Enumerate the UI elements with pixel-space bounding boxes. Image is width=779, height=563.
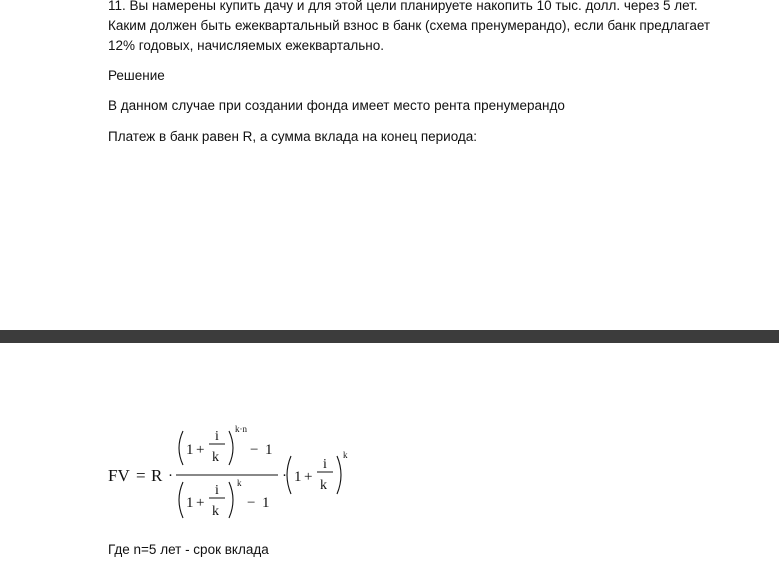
num-exponent: k·n xyxy=(235,424,247,434)
formula-equals: = xyxy=(136,466,146,485)
problem-line-1: 11. Вы намерены купить дачу и для этой цели планируете накопить 10 тыс. долл. через 5 лет. xyxy=(108,0,698,13)
den-k: k xyxy=(212,504,219,519)
num-one: 1 xyxy=(186,442,194,458)
num-k: k xyxy=(212,450,219,465)
tail-exponent: k xyxy=(343,450,348,460)
den-minus-one: 1 xyxy=(262,495,270,511)
future-value-formula xyxy=(102,418,362,530)
page-divider xyxy=(0,330,779,343)
where-note: Где n=5 лет - срок вклада xyxy=(108,542,269,557)
problem-line-2: Каким должен быть ежеквартальный взнос в банк (схема пренумерандо), если банк предлагает xyxy=(108,18,711,33)
num-i: i xyxy=(215,429,219,444)
problem-line-3: 12% годовых, начисляемых ежеквартально. xyxy=(108,38,384,53)
num-minus: − xyxy=(250,442,259,458)
formula-dot-1: · xyxy=(168,468,173,484)
tail-i: i xyxy=(323,457,327,472)
tail-open-paren xyxy=(287,456,291,494)
den-open-paren xyxy=(179,482,183,518)
solution-heading: Решение xyxy=(108,68,165,83)
formula-svg xyxy=(102,418,362,530)
tail-close-paren xyxy=(337,456,341,494)
problem-statement xyxy=(108,0,710,56)
formula-r: R xyxy=(151,466,163,485)
annuity-type-text: В данном случае при создании фонда имеет место рента пренумерандо xyxy=(108,98,565,113)
tail-plus: + xyxy=(304,469,313,485)
num-minus-one: 1 xyxy=(265,442,273,458)
den-exponent: k xyxy=(237,478,242,488)
den-close-paren xyxy=(229,482,233,518)
formula-dot-2: · xyxy=(282,468,287,484)
tail-one: 1 xyxy=(294,469,302,485)
payment-text: Платеж в банк равен R, а сумма вклада на конец периода: xyxy=(108,129,478,144)
num-open-paren xyxy=(179,431,183,465)
num-plus: + xyxy=(196,442,205,458)
tail-k: k xyxy=(320,478,327,493)
formula-fv: FV xyxy=(108,466,130,485)
den-minus: − xyxy=(247,495,256,511)
den-i: i xyxy=(215,483,219,498)
den-one: 1 xyxy=(186,495,194,511)
num-close-paren xyxy=(229,431,233,465)
den-plus: + xyxy=(196,495,205,511)
